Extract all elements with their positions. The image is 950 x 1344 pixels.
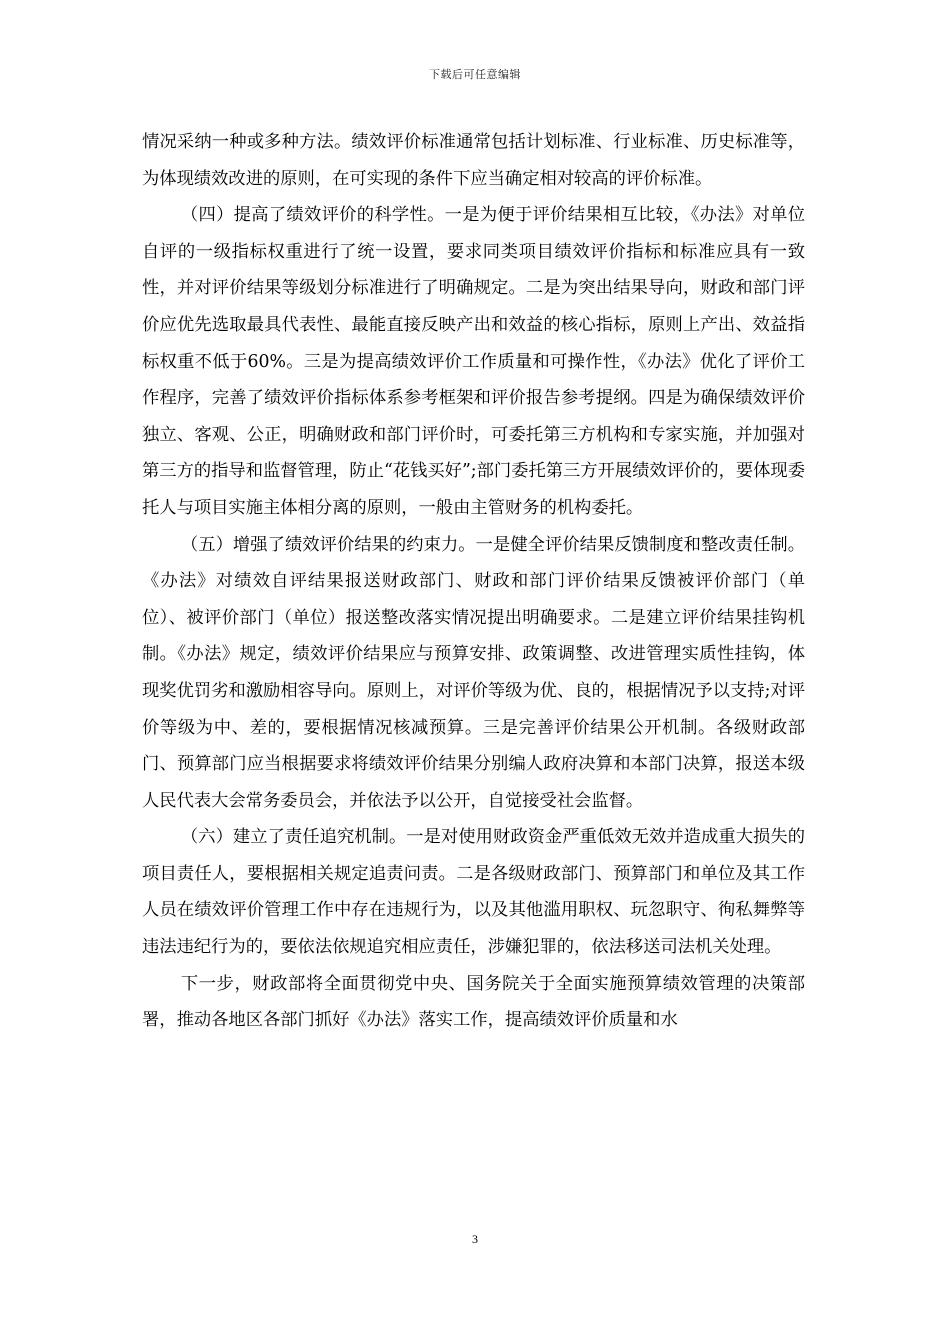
paragraph-section-4: （四）提高了绩效评价的科学性。一是为便于评价结果相互比较，《办法》对单位自评的一级指标权重进行了统一设置，要求同类项目绩效评价指标和标准应具有一致性，并对评价结果等级划分标准进行了明确规定。二是为突出结果导向，财政和部门评价应优先选取最具代表性、最能直接反映产出和效益的核心指标，原则上产出、效益指标权重不低于60%。三是为提高绩效评价工作质量和可操作性，《办法》优化了评价工作程序，完善了绩效评价指标体系参考框架和评价报告参考提纲。四是为确保绩效评价独立、客观、公正，明确财政和部门评价时，可委托第三方机构和专家实施，并加强对第三方的指导和监督管理，防止“花钱买好”;部门委托第三方开展绩效评价的，要体现委托人与项目实施主体相分离的原则，一般由主管财务的机构委托。: [142, 205, 805, 518]
paragraph-section-6: （六）建立了责任追究机制。一是对使用财政资金严重低效无效并造成重大损失的项目责任人，要根据相关规定追责问责。二是各级财政部门、预算部门和单位及其工作人员在绩效评价管理工作中存在违规行为，以及其他滥用职权、玩忽职守、徇私舞弊等违法违纪行为的，要依法依规追究相应责任，涉嫌犯罪的，依法移送司法机关处理。: [142, 827, 805, 958]
paragraph-continuation: 情况采纳一种或多种方法。绩效评价标准通常包括计划标准、行业标准、历史标准等，为体现绩效改进的原则，在可实现的条件下应当确定相对较高的评价标准。: [142, 132, 805, 189]
page-header: 下载后可任意编辑: [429, 68, 521, 81]
paragraph-section-5: （五）增强了绩效评价结果的约束力。一是健全评价结果反馈制度和整改责任制。《办法》对绩效自评结果报送财政部门、财政和部门评价结果反馈被评价部门（单位）、被评价部门（单位）报送整改落实情况提出明确要求。二是建立评价结果挂钩机制。《办法》规定，绩效评价结果应与预算安排、政策调整、改进管理实质性挂钩，体现奖优罚劣和激励相容导向。原则上，对评价等级为优、良的，根据情况予以支持;对评价等级为中、差的，要根据情况核减预算。三是完善评价结果公开机制。各级财政部门、预算部门应当根据要求将绩效评价结果分别编人政府决算和本部门决算，报送本级人民代表大会常务委员会，并依法予以公开，自觉接受社会监督。: [142, 534, 805, 811]
paragraph-next-steps: 下一步，财政部将全面贯彻党中央、国务院关于全面实施预算绩效管理的决策部署，推动各地区各部门抓好《办法》落实工作，提高绩效评价质量和水: [142, 973, 805, 1031]
page-number: 3: [472, 1232, 478, 1246]
document-body: [142, 124, 805, 1039]
